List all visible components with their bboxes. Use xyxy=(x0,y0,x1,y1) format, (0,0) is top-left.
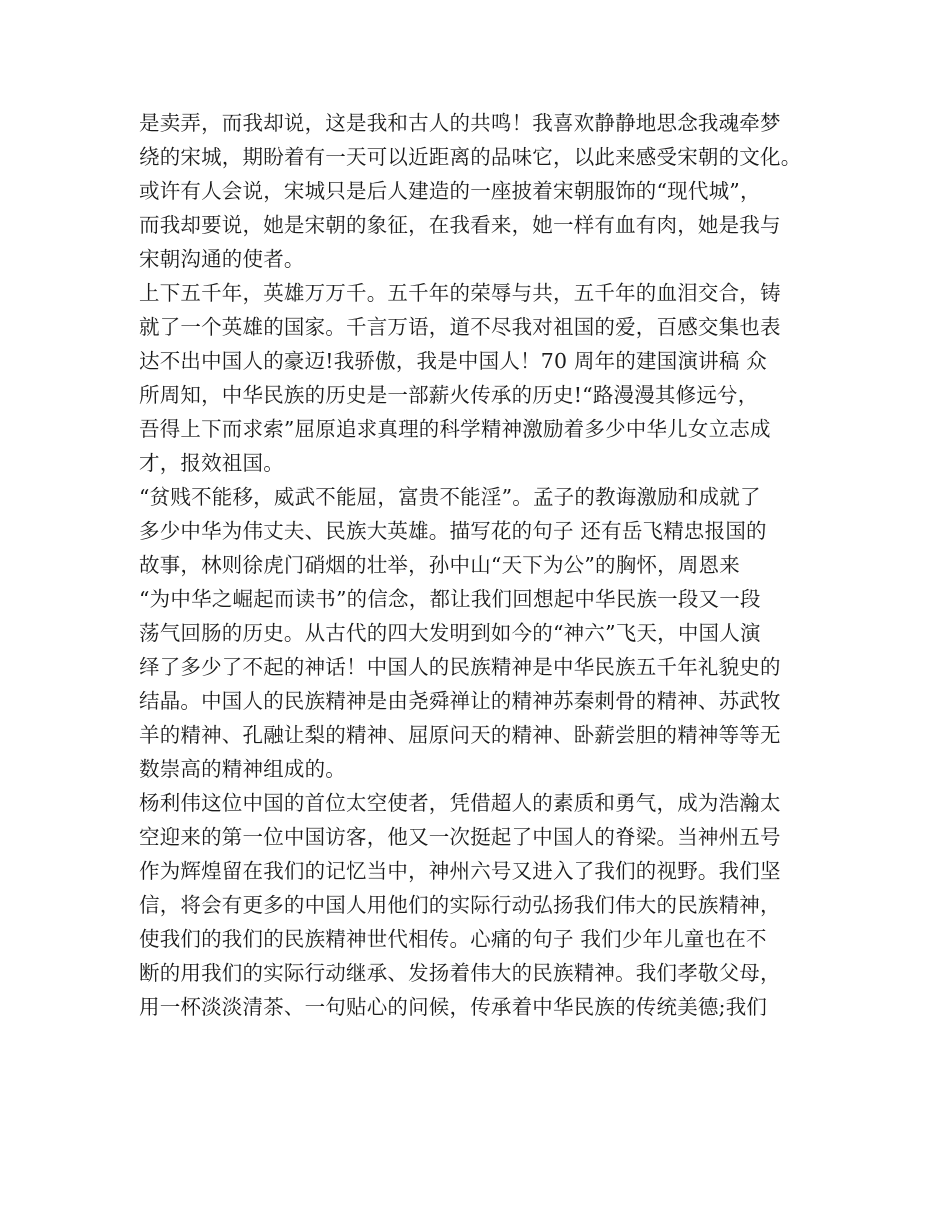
text-line: 羊的精神、孔融让梨的精神、屈原问天的精神、卧薪尝胆的精神等等无 xyxy=(139,723,781,747)
text-line: 或许有人会说，宋城只是后人建造的一座披着宋朝服饰的“现代城”， xyxy=(139,179,761,203)
text-line: 就了一个英雄的国家。千言万语，道不尽我对祖国的爱，百感交集也表 xyxy=(139,315,781,339)
text-line: 上下五千年，英雄万万千。五千年的荣辱与共，五千年的血泪交合，铸 xyxy=(139,281,781,305)
text-line: 信，将会有更多的中国人用他们的实际行动弘扬我们伟大的民族精神， xyxy=(139,893,781,917)
text-line: 吾得上下而求索”屈原追求真理的科学精神激励着多少中华儿女立志成 xyxy=(139,417,771,441)
text-line: 故事，林则徐虎门硝烟的壮举，孙中山“天下为公”的胸怀，周恩来 xyxy=(139,553,740,577)
text-line: 绎了多少了不起的神话！中国人的民族精神是中华民族五千年礼貌史的 xyxy=(139,655,781,679)
text-line: 空迎来的第一位中国访客，他又一次挺起了中国人的脊梁。当神州五号 xyxy=(139,825,781,849)
text-line: 数崇高的精神组成的。 xyxy=(139,757,346,781)
text-line: 结晶。中国人的民族精神是由尧舜禅让的精神苏秦刺骨的精神、苏武牧 xyxy=(139,689,781,713)
text-line: 作为辉煌留在我们的记忆当中，神州六号又进入了我们的视野。我们坚 xyxy=(139,859,781,883)
text-line: 断的用我们的实际行动继承、发扬着伟大的民族精神。我们孝敬父母， xyxy=(139,961,781,985)
text-line: 多少中华为伟丈夫、民族大英雄。描写花的句子 还有岳飞精忠报国的 xyxy=(139,519,767,543)
text-line: 绕的宋城，期盼着有一天可以近距离的品味它，以此来感受宋朝的文化。 xyxy=(139,145,802,169)
text-line: 用一杯淡淡清茶、一句贴心的问候，传承着中华民族的传统美德;我们 xyxy=(139,995,768,1019)
body-text xyxy=(139,106,829,1024)
text-line: 杨利伟这位中国的首位太空使者，凭借超人的素质和勇气，成为浩瀚太 xyxy=(139,791,781,815)
text-line: 是卖弄，而我却说，这是我和古人的共鸣！我喜欢静静地思念我魂牵梦 xyxy=(139,111,781,135)
text-line: “为中华之崛起而读书”的信念，都让我们回想起中华民族一段又一段 xyxy=(139,587,761,611)
text-line: 所周知，中华民族的历史是一部薪火传承的历史!“路漫漫其修远兮， xyxy=(139,383,759,407)
text-line: 才，报效祖国。 xyxy=(139,451,284,475)
text-line: “贫贱不能移，威武不能屈，富贵不能淫”。孟子的教诲激励和成就了 xyxy=(139,485,761,509)
text-line: 使我们的我们的民族精神世代相传。心痛的句子 我们少年儿童也在不 xyxy=(139,927,767,951)
text-line: 达不出中国人的豪迈!我骄傲，我是中国人！70 周年的建国演讲稿 众 xyxy=(139,349,767,373)
text-line: 荡气回肠的历史。从古代的四大发明到如今的“神六”飞天，中国人演 xyxy=(139,621,761,645)
text-line: 而我却要说，她是宋朝的象征，在我看来，她一样有血有肉，她是我与 xyxy=(139,213,781,237)
text-line: 宋朝沟通的使者。 xyxy=(139,247,305,271)
